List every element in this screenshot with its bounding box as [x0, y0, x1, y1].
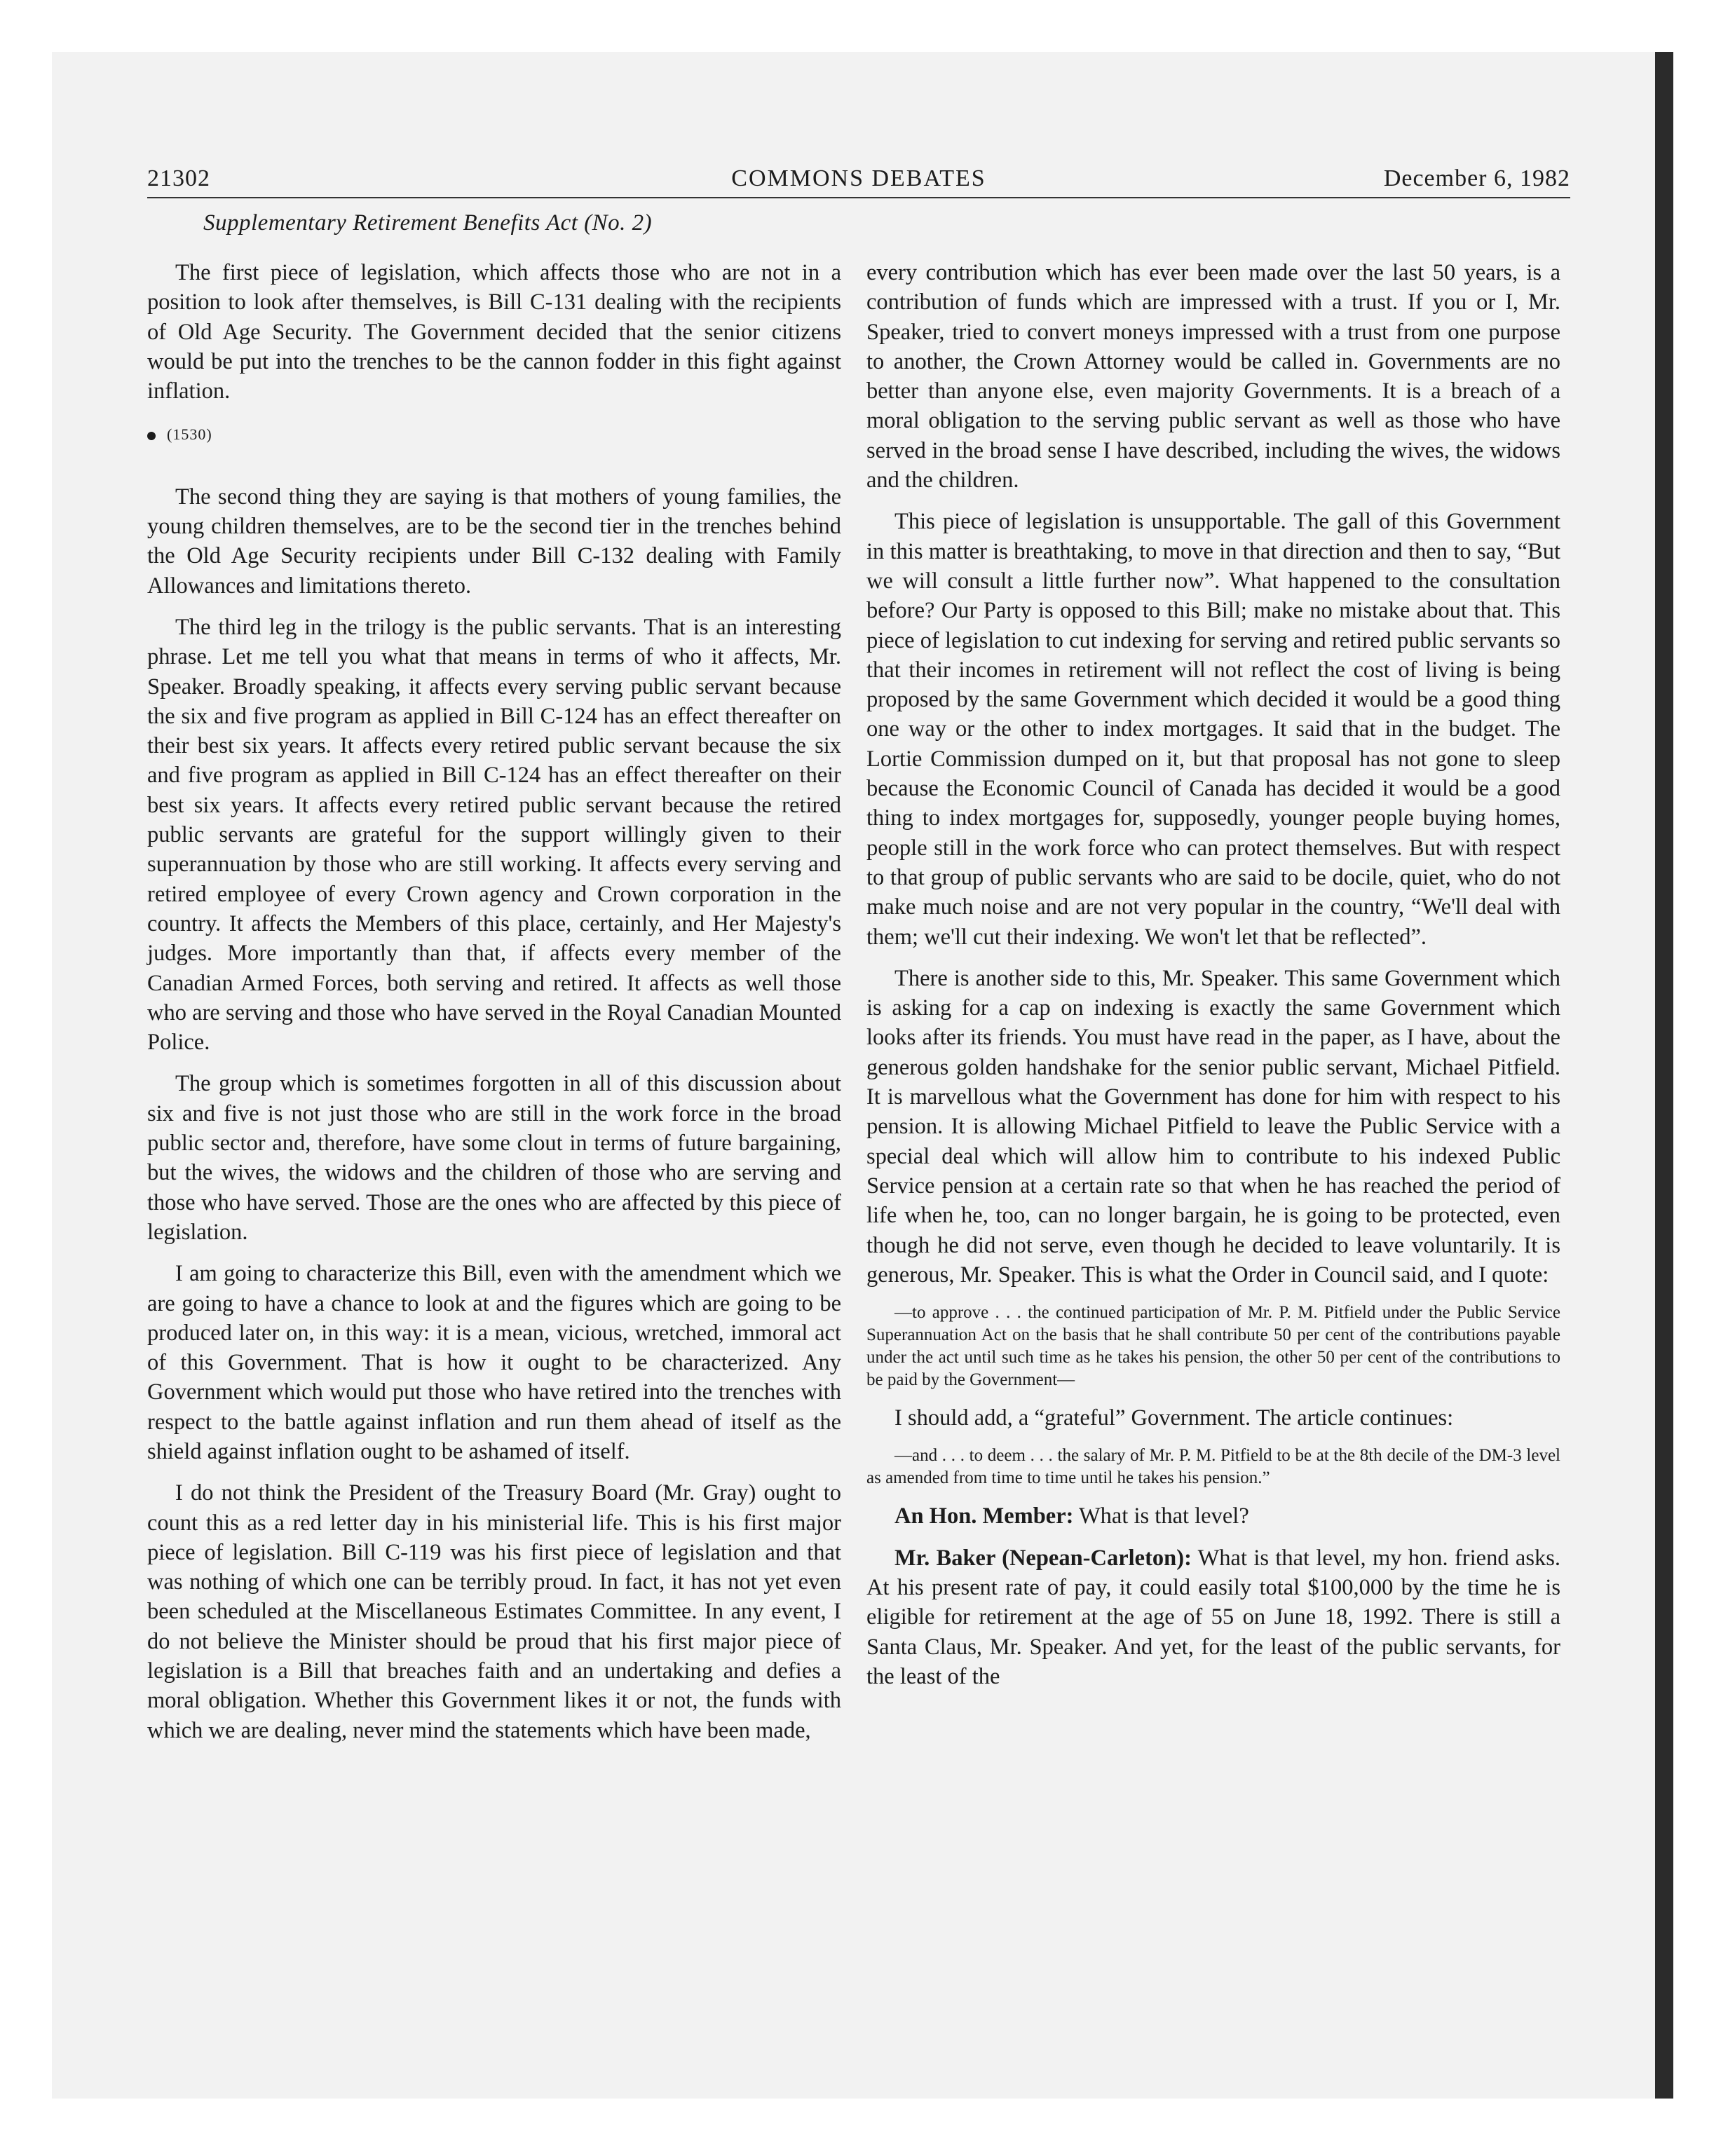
paragraph: The second thing they are saying is that mothers of young families, the young children themselves, are to be the second tier in the trenches behind the Old Age Security recipients under Bill C-132 dealing with Family Allowances and limitations thereto. — [147, 484, 841, 599]
speaker-name: Mr. Baker (Nepean-Carleton): — [894, 1545, 1192, 1571]
paragraph: This piece of legislation is unsupportable. The gall of this Government in this matter is breathtaking, to move in that direction and then to say, “But we will consult a little further now”. What happened to the consultation before? Our Party is opposed to this Bill; make no mistake about that. This piece of legislation to cut indexing for serving and retired public servants so that their incomes in retirement will not reflect the cost of living is being proposed by the same Government which decided it would be a good thing one way or the other to index mortgages. It said that in the budget. The Lortie Commission dumped on it, but that proposal has not gone to sleep because the Economic Council of Canada has decided it would be a good thing to index mortgages for, supposedly, younger people buying homes, people still in the work force who can protect themselves. But with respect to that group of public servants who are said to be docile, quiet, who do not make much noise and are not very popular in the country, “We'll deal with them; we'll cut their indexing. We won't let that be reflected”. — [866, 509, 1560, 950]
speaker-name: An Hon. Member: — [894, 1503, 1074, 1529]
scan-edge — [1655, 52, 1673, 2099]
paragraph: every contribution which has ever been made over the last 50 years, is a contribution of funds which are impressed with a trust. If you or I, Mr. Speaker, tried to convert moneys impressed with a trust from one purpose to another, the Crown Attorney would be called in. Governments are no better than anyone else, even majority Governments. It is a breach of a moral obligation to the serving public servant as well as those who have served in the broad sense I have described, including the wives, the widows and the children. — [866, 260, 1560, 493]
time-marker — [147, 420, 841, 449]
paragraph: The third leg in the trilogy is the public servants. That is an interesting phrase. Let me tell you what that means in terms of who it affects, Mr. Speaker. Broadly speaking, it affects every serving public servant because the six and five program as applied in Bill C-124 has an effect thereafter on their best six years. It affects every retired public servant because the six and five program as applied in Bill C-124 has an effect thereafter on their best six years. It affects every retired public servant because the retired public servants are grateful for the support willingly given to their superannuation by those who are still working. It affects every serving and retired employee of every Crown agency and Crown corporation in the country. It affects the Members of this place, certainly, and Her Majesty's judges. More importantly than that, if affects every member of the Canadian Armed Forces, both serving and retired. It affects as well those who are serving and those who have served in the Royal Canadian Mounted Police. — [147, 614, 841, 1056]
left-column — [147, 258, 841, 1757]
bullet-icon — [147, 432, 156, 440]
paragraph: The group which is sometimes forgotten in all of this discussion about six and five is not just those who are still in the work force in the broad public sector and, therefore, have some clout in terms of future bargaining, but the wives, the widows and the children of those who are serving and those who have served. Those are the ones who are affected by this piece of legislation. — [147, 1071, 841, 1245]
block-quote: —and . . . to deem . . . the salary of Mr. P. M. Pitfield to be at the 8th decile of the DM-3 level as amended from time to time until he takes his pension.” — [866, 1446, 1560, 1488]
speaker-text: What is that level? — [1073, 1503, 1249, 1529]
publication-title: COMMONS DEBATES — [731, 165, 986, 191]
speaker-paragraph — [866, 1501, 1560, 1531]
speaker-text: What is that level, my hon. friend asks. At his present rate of pay, it could easily total $100,000 by the time he is eligible for retirement at the age of 55 on June 18, 1992. There is still a Santa Claus, Mr. Speaker. And yet, for the least of the public servants, for the least of the — [866, 1545, 1560, 1689]
time-marker-text: (1530) — [167, 425, 212, 444]
block-quote: —to approve . . . the continued participation of Mr. P. M. Pitfield under the Public Service Superannuation Act on the basis that he shall contribute 50 per cent of the contributions payable under the act until such time as he takes his pension, the other 50 per cent of the contributions to be paid by the Government— — [866, 1303, 1560, 1390]
right-column — [866, 258, 1560, 1703]
header-rule — [147, 197, 1570, 198]
paragraph: I do not think the President of the Treasury Board (Mr. Gray) ought to count this as a red letter day in his ministerial life. This is his first major piece of legislation. Bill C-119 was his first piece of legislation and that was nothing of which one can be terribly proud. In fact, it has not yet even been scheduled at the Miscellaneous Estimates Committee. In any event, I do not believe the Minister should be proud that his first major piece of legislation is a Bill that breaches faith and an undertaking and defies a moral obligation. Whether this Government likes it or not, the funds with which we are dealing, never mind the statements which have been made, — [147, 1480, 841, 1743]
paragraph: I am going to characterize this Bill, even with the amendment which we are going to have a chance to look at and the figures which are going to be produced later on, in this way: it is a mean, vicious, wretched, immoral act of this Government. That is how it ought to be characterized. Any Government which would put those who have retired into the trenches with respect to the battle against inflation and run them ahead of itself as the shield against inflation ought to be ashamed of itself. — [147, 1261, 841, 1464]
page-header — [147, 165, 1570, 198]
paragraph: The first piece of legislation, which affects those who are not in a position to look after themselves, is Bill C-131 dealing with the recipients of Old Age Security. The Government decided that the senior citizens would be put into the trenches to be the cannon fodder in this fight against inflation. — [147, 260, 841, 404]
section-subtitle: Supplementary Retirement Benefits Act (No. 2) — [203, 210, 653, 236]
paragraph: There is another side to this, Mr. Speaker. This same Government which is asking for a cap on indexing is exactly the same Government which looks after its friends. You must have read in the paper, as I have, about the generous golden handshake for the senior public servant, Michael Pitfield. It is marvellous what the Government has done for him with respect to his pension. It is allowing Michael Pitfield to leave the Public Service with a special deal which will allow him to contribute to his indexed Public Service pension at a certain rate so that when he has reached the period of life when he, too, can no longer bargain, he is going to be protected, even though he did not serve, even though he decided to leave voluntarily. It is generous, Mr. Speaker. This is what the Order in Council said, and I quote: — [866, 965, 1560, 1288]
paragraph: I should add, a “grateful” Government. The article continues: — [894, 1405, 1454, 1431]
speaker-paragraph — [866, 1543, 1560, 1691]
header-date: December 6, 1982 — [1383, 165, 1570, 191]
page-number: 21302 — [147, 165, 210, 191]
